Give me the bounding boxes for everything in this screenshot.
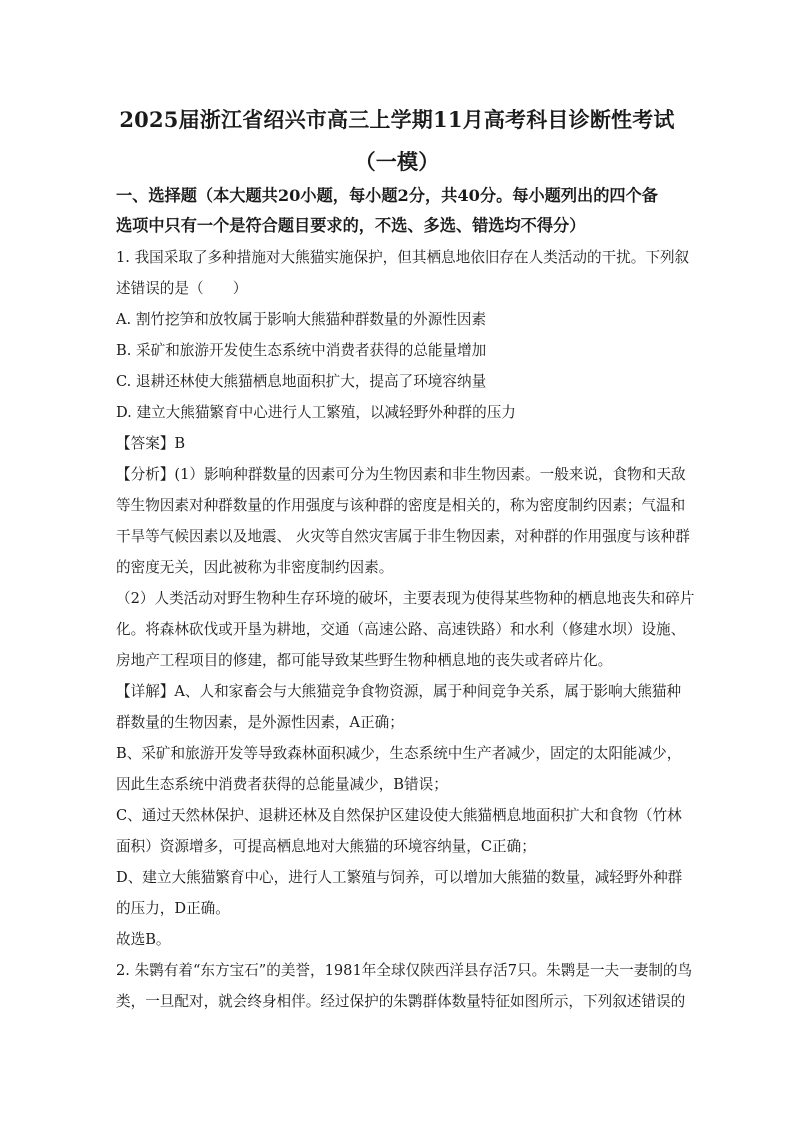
q1-option-a: A. 割竹挖笋和放牧属于影响大熊猫种群数量的外源性因素: [116, 311, 487, 328]
section-heading-line1: 一、选择题（本大题共20小题，每小题2分，共40分。每小题列出的四个备: [116, 186, 658, 205]
q1-conclusion: 故选B。: [116, 931, 171, 948]
q1-detail-line4: 因此生态系统中消费者获得的总能量减少，B错误；: [116, 776, 448, 793]
q1-analysis-line2: 等生物因素对种群数量的作用强度与该种群的密度是相关的，称为密度制约因素；气温和: [116, 497, 686, 514]
doc-title-line1: 2025届浙江省绍兴市高三上学期11月高考科目诊断性考试: [119, 107, 675, 132]
q1-detail-line8: 的压力，D正确。: [116, 900, 230, 917]
q1-option-d: D. 建立大熊猫繁育中心进行人工繁殖，以减轻野外种群的压力: [116, 404, 516, 421]
q1-analysis-line3: 干旱等气候因素以及地震、 火灾等自然灾害属于非生物因素，对种群的作用强度与该种群: [116, 528, 690, 545]
section-heading-line2: 选项中只有一个是符合题目要求的，不选、多选、错选均不得分）: [116, 216, 586, 235]
q1-detail-line7: D、建立大熊猫繁育中心，进行人工繁殖与饲养，可以增加大熊猫的数量，减轻野外种群: [116, 869, 683, 886]
q2-stem-line2: 类，一旦配对，就会终身相伴。经过保护的朱鹮群体数量特征如图所示，下列叙述错误的: [116, 993, 686, 1010]
q1-detail-line1: 【详解】A、人和家畜会与大熊猫竞争食物资源，属于种间竞争关系，属于影响大熊猫种: [116, 683, 682, 700]
q1-stem-line1: 1. 我国采取了多种措施对大熊猫实施保护，但其栖息地依旧存在人类活动的干扰。下列叙: [116, 249, 690, 266]
q1-detail-line6: 面积）资源增多，可提高栖息地对大熊猫的环境容纳量，C正确；: [116, 838, 536, 855]
q1-option-c: C. 退耕还林使大熊猫栖息地面积扩大，提高了环境容纳量: [116, 373, 487, 390]
q1-detail-line2: 群数量的生物因素，是外源性因素，A正确；: [116, 714, 404, 731]
q1-answer: 【答案】B: [116, 435, 186, 452]
q1-analysis-line7: 房地产工程项目的修建，都可能导致某些野生物种栖息地的丧失或者碎片化。: [116, 652, 613, 669]
q1-detail-line5: C、通过天然林保护、退耕还林及自然保护区建设使大熊猫栖息地面积扩大和食物（竹林: [116, 807, 682, 824]
q1-analysis-line4: 的密度无关，因此被称为非密度制约因素。: [116, 559, 394, 576]
q1-analysis-line5: （2）人类活动对野生物种生存环境的破坏，主要表现为使得某些物种的栖息地丧失和碎片: [116, 590, 695, 607]
q1-analysis-line6: 化。将森林砍伐或开垦为耕地，交通（高速公路、高速铁路）和水利（修建水坝）设施、: [116, 621, 686, 638]
doc-title-line2: （一模）: [354, 149, 440, 174]
q1-stem-line2: 述错误的是（ ）: [116, 280, 248, 297]
q2-stem-line1: 2. 朱鹮有着“东方宝石”的美誉，1981年全球仅陕西洋县存活7只。朱鹮是一夫一妻制的鸟: [116, 962, 693, 979]
q1-option-b: B. 采矿和旅游开发使生态系统中消费者获得的总能量增加: [116, 342, 487, 359]
q1-detail-line3: B、采矿和旅游开发等导致森林面积减少，生态系统中生产者减少，固定的太阳能减少，: [116, 745, 682, 762]
q1-analysis-line1: 【分析】(1）影响种群数量的因素可分为生物因素和非生物因素。一般来说，食物和天敌: [116, 466, 686, 483]
